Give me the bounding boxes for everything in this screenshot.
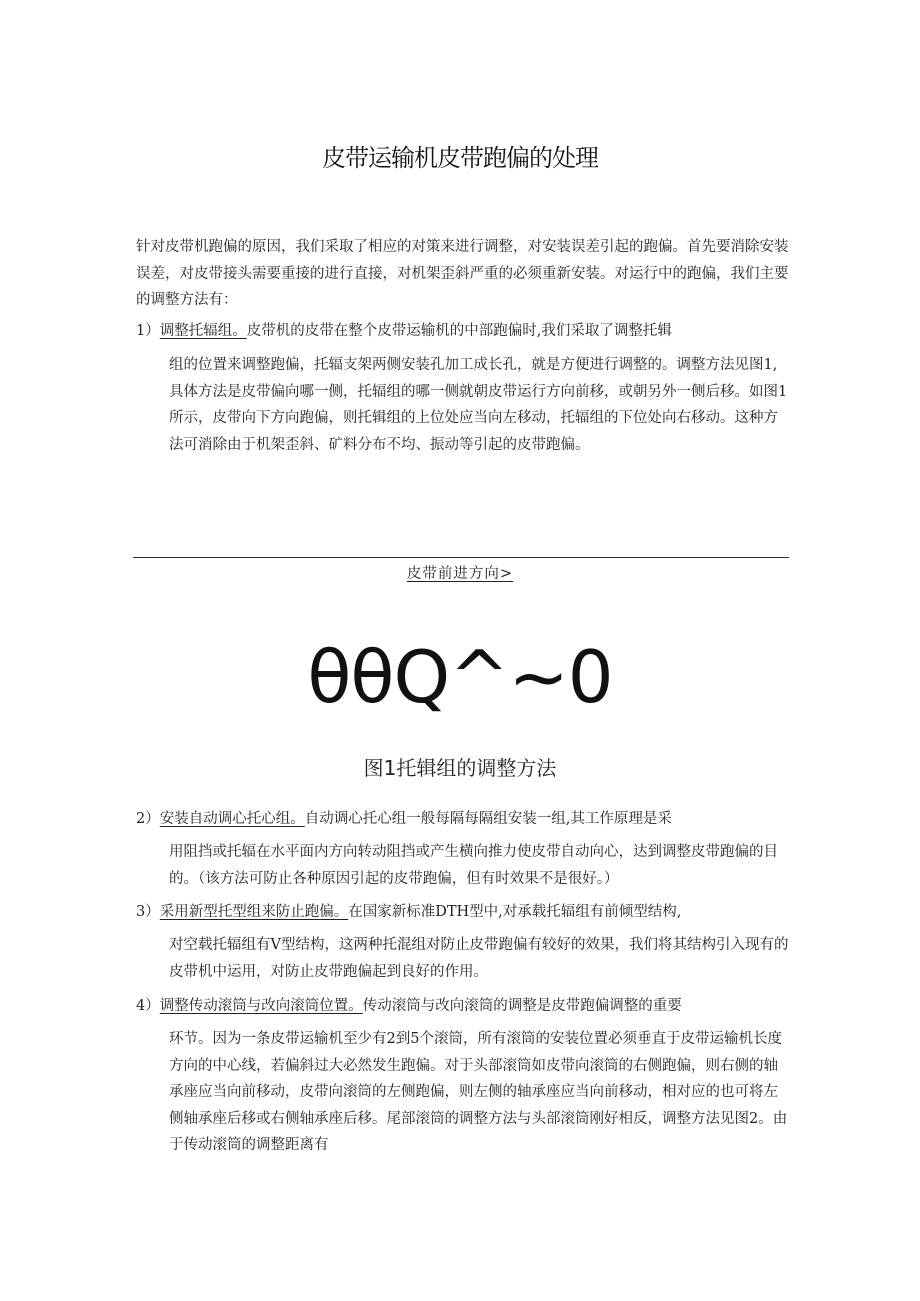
figure-glyph-text: θθQ^~0	[307, 635, 613, 719]
figure-1-caption: 图1托辑组的调整方法	[363, 756, 557, 780]
item-2-heading: 安装自动调心托心组。	[159, 811, 305, 827]
item-1-number: 1）	[136, 323, 160, 339]
intro-paragraph: 针对皮带机跑偏的原因，我们采取了相应的对策来进行调整，对安装误差引起的跑偏。首先要消除安装误差，对皮带接头需要重接的进行直接，对机架歪斜严重的必须重新安装。对运行中的跑偏，我们主要的调整方法有：	[136, 239, 789, 308]
item-2-heading-line	[136, 806, 672, 832]
item-1-body: 组的位置来调整跑偏，托辐支架两侧安装孔加工成长孔，就是方便进行调整的。调整方法见图1,具体方法是皮带偏向哪一侧，托辐组的哪一侧就朝皮带运行方向前移，或朝另外一侧后移。如图1所示，皮带向下方向跑偏，则托辑组的上位处应当向左移动，托辐组的下位处向右移动。这种方法可消除由于机架歪斜、矿料分布不均、振动等引起的皮带跑偏。	[169, 357, 788, 453]
item-4-heading-line	[136, 993, 682, 1019]
item-3-number: 3）	[136, 904, 160, 920]
item-4-lead: 传动滚筒与改向滚筒的调整是皮带跑偏调整的重要	[362, 998, 682, 1014]
belt-direction-label: 皮带前进方向>	[406, 566, 514, 582]
item-4-number: 4）	[136, 998, 160, 1014]
item-1-lead: 皮带机的皮带在整个皮带运输机的中部跑偏时,我们采取了调整托辑	[246, 323, 672, 339]
item-3-lead: 在国家新标准DTH型中,对承载托辐组有前倾型结构,	[348, 904, 682, 920]
item-3-heading-line	[136, 899, 681, 925]
item-1-heading: 调整托辐组。	[159, 323, 247, 339]
item-1-heading-line	[136, 318, 672, 344]
item-3-body: 对空载托辐组有V型结构，这两种托混组对防止皮带跑偏有较好的效果，我们将其结构引入现有的皮带机中运用，对防止皮带跑偏起到良好的作用。	[169, 937, 789, 980]
document-title: 皮带运输机皮带跑偏的处理	[322, 144, 598, 172]
item-2-body: 用阻挡或托辐在水平面内方向转动阻挡或产生横向推力使皮带自动向心，达到调整皮带跑偏的目的。（该方法可防止各种原因引起的皮带跑偏，但有时效果不是很好。）	[169, 844, 778, 887]
item-2-number: 2）	[136, 811, 160, 827]
figure-divider-line	[133, 557, 789, 558]
item-3-heading: 采用新型托型组来防止跑偏。	[159, 904, 349, 920]
item-2-lead: 自动调心托心组一般每隔每隔组安装一组,其工作原理是采	[304, 811, 672, 827]
item-4-heading: 调整传动滚筒与改向滚筒位置。	[159, 998, 363, 1014]
item-4-body: 环节。因为一条皮带运输机至少有2到5个滚筒，所有滚筒的安装位置必须垂直于皮带运输机长度方向的中心线，若偏斜过大必然发生跑偏。对于头部滚筒如皮带向滚筒的右侧跑偏，则右侧的轴承座应当向前移动，皮带向滚筒的左侧跑偏，则左侧的轴承座应当向前移动，相对应的也可将左侧轴承座后移或右侧轴承座后移。尾部滚筒的调整方法与头部滚筒刚好相反，调整方法见图2。由于传动滚筒的调整距离有	[169, 1031, 788, 1153]
